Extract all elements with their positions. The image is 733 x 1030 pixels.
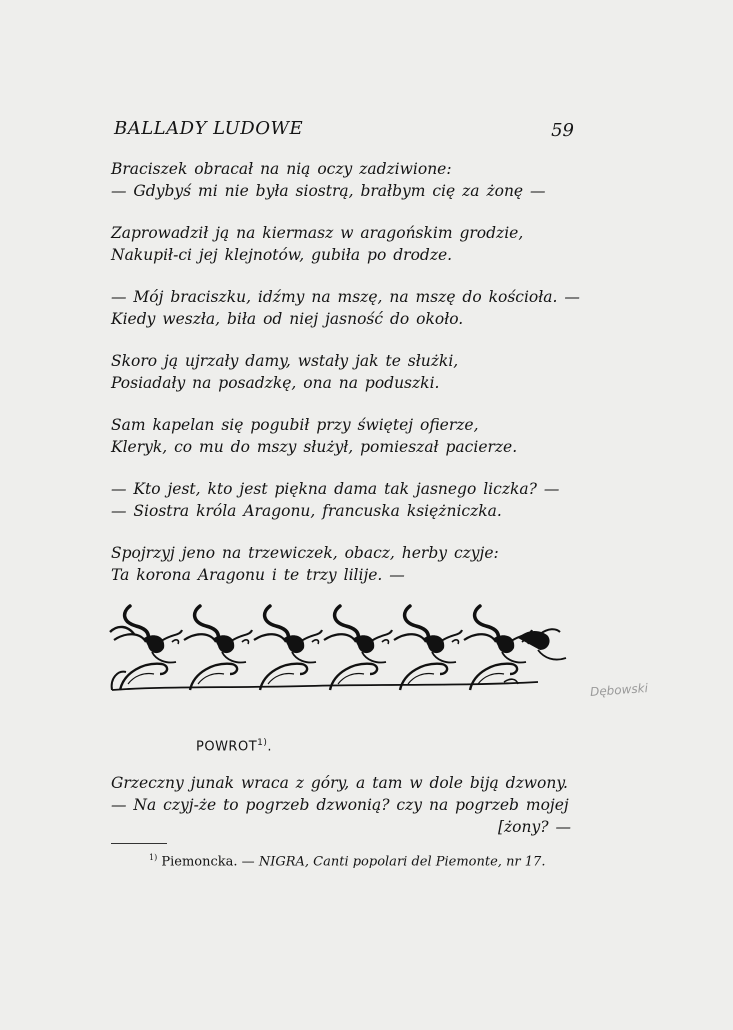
verse-line-continuation: [żony? — [497,818,571,836]
verse-line: — Mój braciszku, idźmy na mszę, na mszę do kościoła. — [111,288,580,306]
stanza [111,158,571,202]
stanza [111,286,580,330]
verse-line: Nakupił-ci jej klejnotów, gubiła po drodze. [111,246,453,264]
second-ballad [111,772,573,838]
footnote-reference: 1) [257,738,268,748]
verse-line: Posiadały na posadzkę, ona na poduszki. [111,374,440,392]
footnote-mark: 1) [149,853,158,862]
running-head: BALLADY LUDOWE [114,118,304,139]
verse-line: — Kto jest, kto jest piękna dama tak jasnego liczka? — [111,480,560,498]
verse-line: Grzeczny junak wraca z góry, a tam w dole biją dzwony. [111,774,568,792]
stanza [111,478,571,522]
verse-line: Kleryk, co mu do mszy służył, pomieszał pacierze. [111,438,518,456]
verse-line: Zaprowadził ją na kiermasz w aragońskim grodzie, [111,224,524,242]
stanza [111,222,571,266]
verse-line: — Siostra króla Aragonu, francuska księżniczka. [111,502,502,520]
stanza [111,414,571,458]
margin-note: Dębowski [589,680,649,700]
verse-line: Spojrzyj jeno na trzewiczek, obacz, herby czyje: [111,544,499,562]
stanza [111,542,571,586]
section-title: POWROT$^{1)}$. [196,738,273,755]
footnote-citation: NIGRA, Canti popolari del Piemonte, [258,854,502,870]
verse-line: Sam kapelan się pogubił przy świętej ofierze, [111,416,479,434]
verse-line: — Na czyj-że to pogrzeb dzwonią? czy na pogrzeb mojej [111,796,569,814]
verse-line: Kiedy weszła, biła od niej jasność do około. [111,310,464,328]
footnote-text: Piemoncka. — [161,854,255,870]
verse-line: Skoro ją ujrzały damy, wstały jak te służki, [111,352,459,370]
page-header [114,118,574,142]
page-number: 59 [551,120,574,141]
ballad-stanzas [111,158,580,606]
section-title-text: POWROT [196,739,258,755]
footnote-number: nr 17. [506,854,546,870]
footnote-rule [111,843,167,844]
floral-ornament-divider [108,598,574,698]
stanza [111,350,571,394]
verse-line: Braciszek obracał na nią oczy zadziwione: [111,160,452,178]
footnote [149,853,545,869]
verse-line: — Gdybyś mi nie była siostrą, brałbym cię za żonę — [111,182,546,200]
verse-line: Ta korona Aragonu i te trzy lilije. — [111,566,405,584]
